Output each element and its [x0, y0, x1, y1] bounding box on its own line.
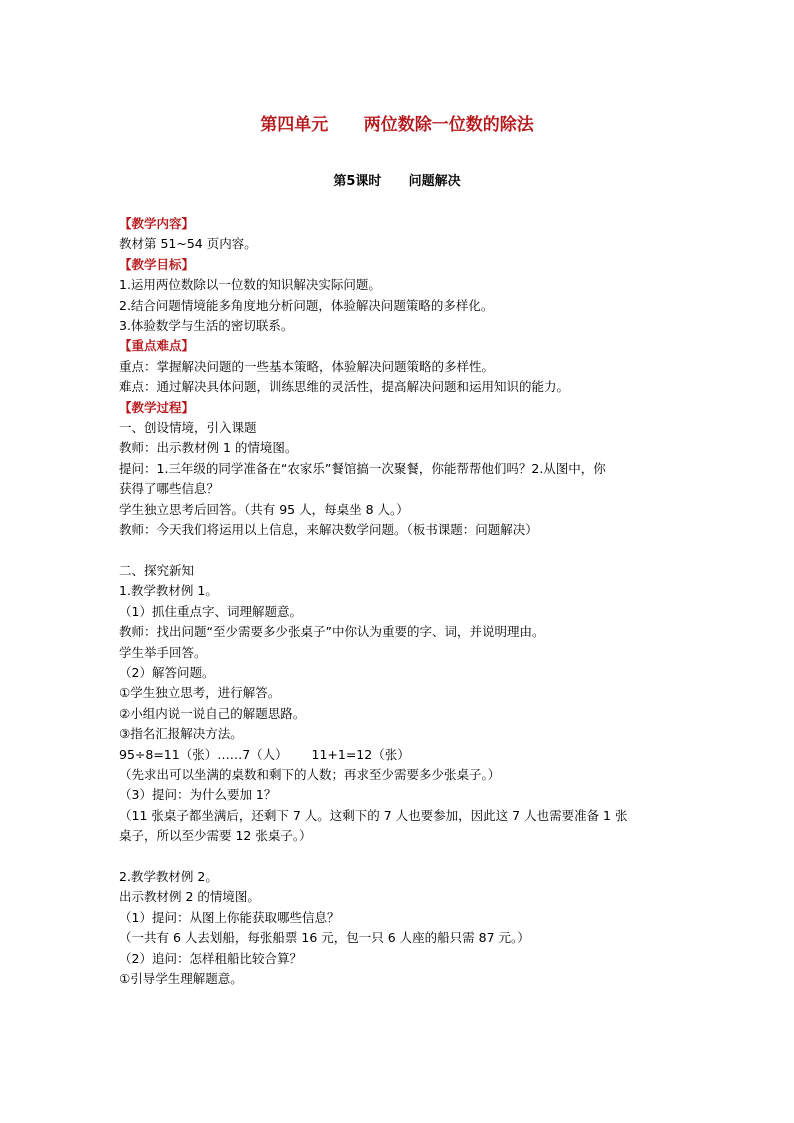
paragraph: ③指名汇报解决方法。	[119, 726, 243, 742]
paragraph: 一、创设情境，引入课题	[119, 420, 257, 436]
section-heading-content: 【教学内容】	[119, 216, 195, 231]
paragraph: 2.结合问题情境能多角度地分析问题，体验解决问题策略的多样化。	[119, 297, 494, 313]
blank-line	[119, 541, 684, 561]
paragraph: 教师：找出问题“至少需要多少张桌子”中你认为重要的字、词，并说明理由。	[119, 624, 545, 640]
paragraph: 3.体验数学与生活的密切联系。	[119, 318, 294, 334]
paragraph: 教师：今天我们将运用以上信息，来解决数学问题。（板书课题：问题解决）	[119, 522, 538, 538]
paragraph: 提问：1.三年级的同学准备在“农家乐”餐馆搞一次聚餐，你能帮帮他们吗？2.从图中，你	[119, 460, 606, 476]
paragraph: 二、探究新知	[119, 562, 195, 578]
paragraph: （1）抓住重点字、词理解题意。	[119, 603, 302, 619]
paragraph: 出示教材例 2 的情境图。	[119, 889, 260, 905]
paragraph: 1.教学教材例 1。	[119, 583, 218, 599]
equation-line: 95÷8=11（张）……7（人） 11+1=12（张）	[119, 746, 410, 762]
paragraph: 获得了哪些信息？	[119, 481, 220, 497]
lesson-subtitle: 第5课时 问题解决	[333, 174, 461, 189]
paragraph: 教师：出示教材例 1 的情境图。	[119, 440, 298, 456]
paragraph: ①引导学生理解题意。	[119, 971, 243, 986]
paragraph: （11 张桌子都坐满后，还剩下 7 人。这剩下的 7 人也要参加，因此这 7 人也需要准备 1 张	[119, 807, 628, 823]
paragraph: （先求出可以坐满的桌数和剩下的人数；再求至少需要多少张桌子。）	[119, 766, 501, 782]
paragraph: 1.运用两位数除以一位数的知识解决实际问题。	[119, 277, 381, 293]
section-heading-goals: 【教学目标】	[119, 256, 195, 272]
paragraph: 学生独立思考后回答。（共有 95 人，每桌坐 8 人。）	[119, 501, 409, 517]
paragraph: ②小组内说一说自己的解题思路。	[119, 705, 306, 721]
paragraph: 学生举手回答。	[119, 644, 207, 660]
paragraph: （2）解答问题。	[119, 664, 215, 680]
paragraph: 教材第 51~54 页内容。	[119, 236, 257, 252]
lesson-body	[119, 214, 684, 989]
section-heading-key-points: 【重点难点】	[119, 338, 195, 354]
paragraph: （3）提问：为什么要加 1？	[119, 787, 277, 803]
unit-title: 第四单元 两位数除一位数的除法	[260, 115, 534, 135]
paragraph: 难点：通过解决具体问题，训练思维的灵活性，提高解决问题和运用知识的能力。	[119, 379, 570, 395]
paragraph: （一共有 6 人去划船，每张船票 16 元，包一只 6 人座的船只需 87 元。）	[119, 930, 530, 946]
paragraph: （2）追问：怎样租船比较合算？	[119, 950, 302, 966]
section-heading-process: 【教学过程】	[119, 399, 195, 415]
paragraph: ①学生独立思考，进行解答。	[119, 685, 281, 701]
paragraph: （1）提问：从图上你能获取哪些信息？	[119, 909, 340, 925]
blank-line	[119, 847, 684, 867]
paragraph: 重点：掌握解决问题的一些基本策略，体验解决问题策略的多样性。	[119, 358, 495, 374]
paragraph: 桌子，所以至少需要 12 张桌子。）	[119, 828, 312, 844]
paragraph: 2.教学教材例 2。	[119, 868, 218, 884]
